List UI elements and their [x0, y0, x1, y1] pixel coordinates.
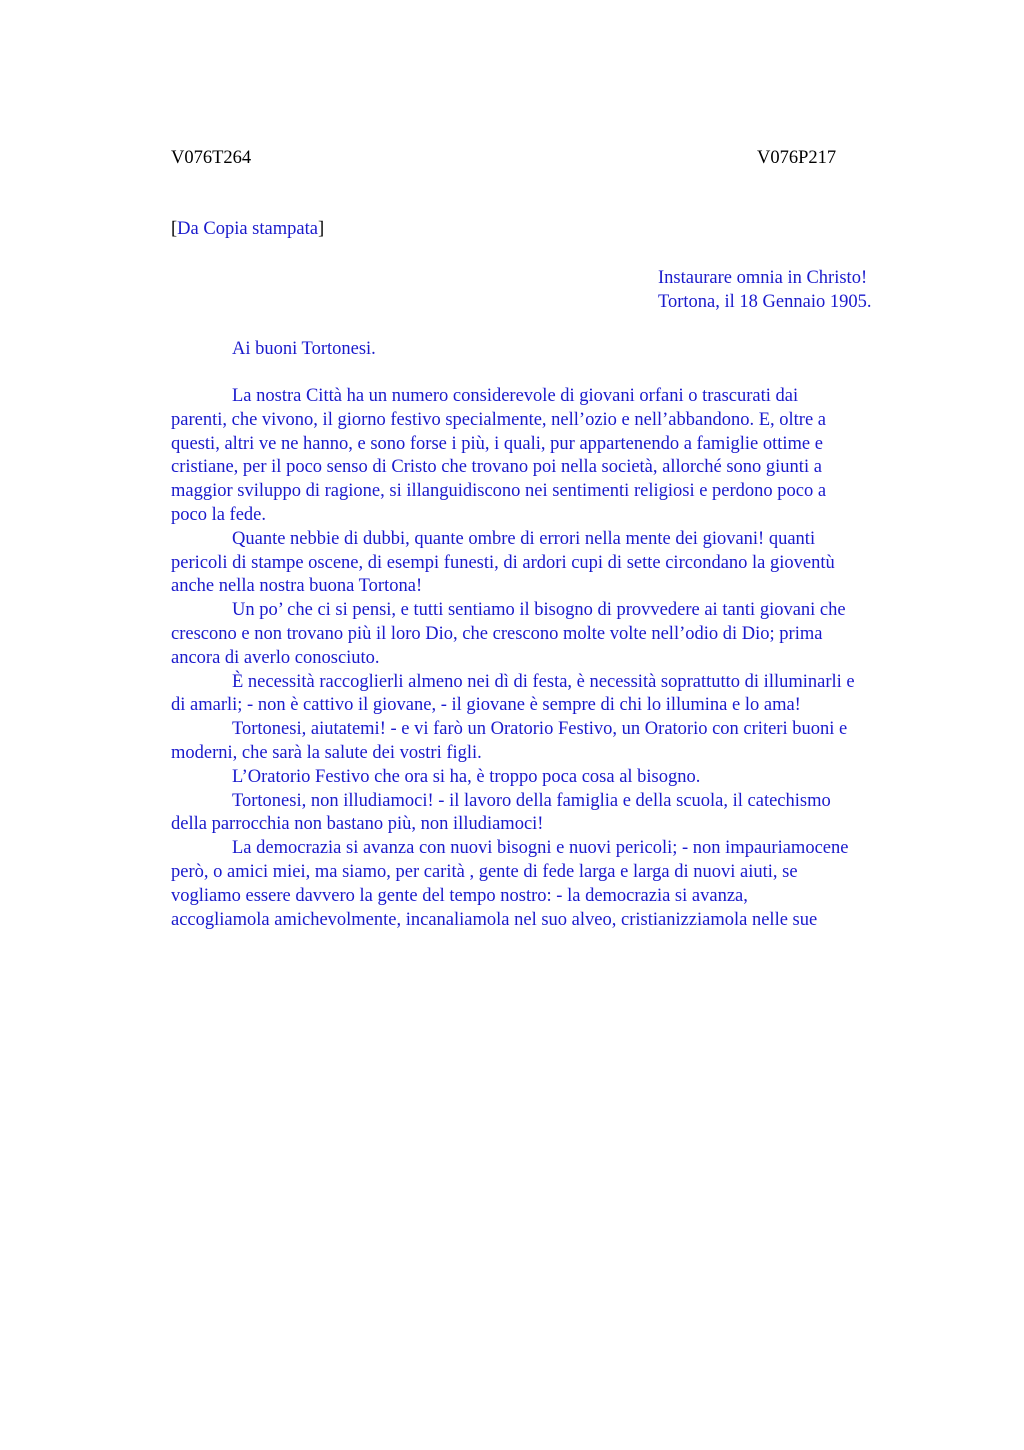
source-note-close-bracket: ]	[317, 219, 325, 239]
body-line: parenti, che vivono, il giorno festivo specialmente, nell’ozio e nell’abbandono. E, oltre a	[171, 409, 826, 430]
body-line: Un po’ che ci si pensi, e tutti sentiamo il bisogno di provvedere ai tanti giovani che	[232, 600, 846, 621]
body-line: Quante nebbie di dubbi, quante ombre di errori nella mente dei giovani! quanti	[232, 528, 816, 549]
motto-line: Instaurare omnia in Christo!	[658, 268, 868, 288]
body-line: Tortonesi, non illudiamoci! - il lavoro della famiglia e della scuola, il catechismo	[232, 790, 831, 811]
body-line: È necessità raccoglierli almeno nei dì di festa, è necessità soprattutto di illuminarli e	[232, 671, 855, 692]
body-line: ancora di averlo conosciuto.	[171, 647, 380, 668]
body-line: di amarli; - non è cattivo il giovane, - il giovane è sempre di chi lo illumina e lo ama!	[171, 695, 801, 716]
body-line: cristiane, per il poco senso di Cristo che trovano poi nella società, allorché sono giunti a	[171, 457, 822, 478]
body-line: accogliamola amichevolmente, incanaliamola nel suo alveo, cristianizziamola nelle sue	[171, 909, 818, 930]
body-line: L’Oratorio Festivo che ora si ha, è troppo poca cosa al bisogno.	[232, 766, 701, 787]
body-line: vogliamo essere davvero la gente del tempo nostro: - la democrazia si avanza,	[171, 885, 748, 906]
body-line: poco la fede.	[171, 504, 267, 525]
document-code-right: V076P217	[757, 148, 837, 168]
body-line: maggior sviluppo di ragione, si illanguidiscono nei sentimenti religiosi e perdono poco a	[171, 481, 827, 502]
body-line: La nostra Città ha un numero considerevole di giovani orfani o trascurati dai	[232, 386, 799, 406]
motto-block	[658, 266, 871, 314]
body-line: La democrazia si avanza con nuovi bisogni e nuovi pericoli; - non impauriamocene	[232, 838, 849, 859]
body-line: questi, altri ve ne hanno, e sono forse i più, i quali, pur appartenendo a famiglie ottime e	[171, 433, 823, 454]
greeting: Ai buoni Tortonesi.	[232, 339, 376, 359]
date-line: Tortona, il 18 Gennaio 1905.	[658, 292, 872, 312]
body-line: pericoli di stampe oscene, di esempi funesti, di ardori cupi di sette circondano la gioventù	[171, 552, 835, 573]
body-line: anche nella nostra buona Tortona!	[171, 576, 423, 597]
body-line: Tortonesi, aiutatemi! - e vi farò un Oratorio Festivo, un Oratorio con criteri buoni e	[232, 719, 848, 740]
body-line: della parrocchia non bastano più, non illudiamoci!	[171, 814, 544, 835]
document-code-left: V076T264	[171, 148, 252, 168]
letter-body	[171, 385, 951, 932]
body-line: crescono e non trovano più il loro Dio, che crescono molte volte nell’odio di Dio; prima	[171, 623, 823, 644]
source-note	[171, 217, 324, 241]
body-line: però, o amici miei, ma siamo, per carità , gente di fede larga e larga di nuovi aiuti, se	[171, 861, 798, 882]
source-note-open-bracket: [	[171, 219, 178, 239]
source-note-text: Da Copia stampata	[177, 219, 318, 239]
body-line: moderni, che sarà la salute dei vostri figli.	[171, 742, 482, 763]
